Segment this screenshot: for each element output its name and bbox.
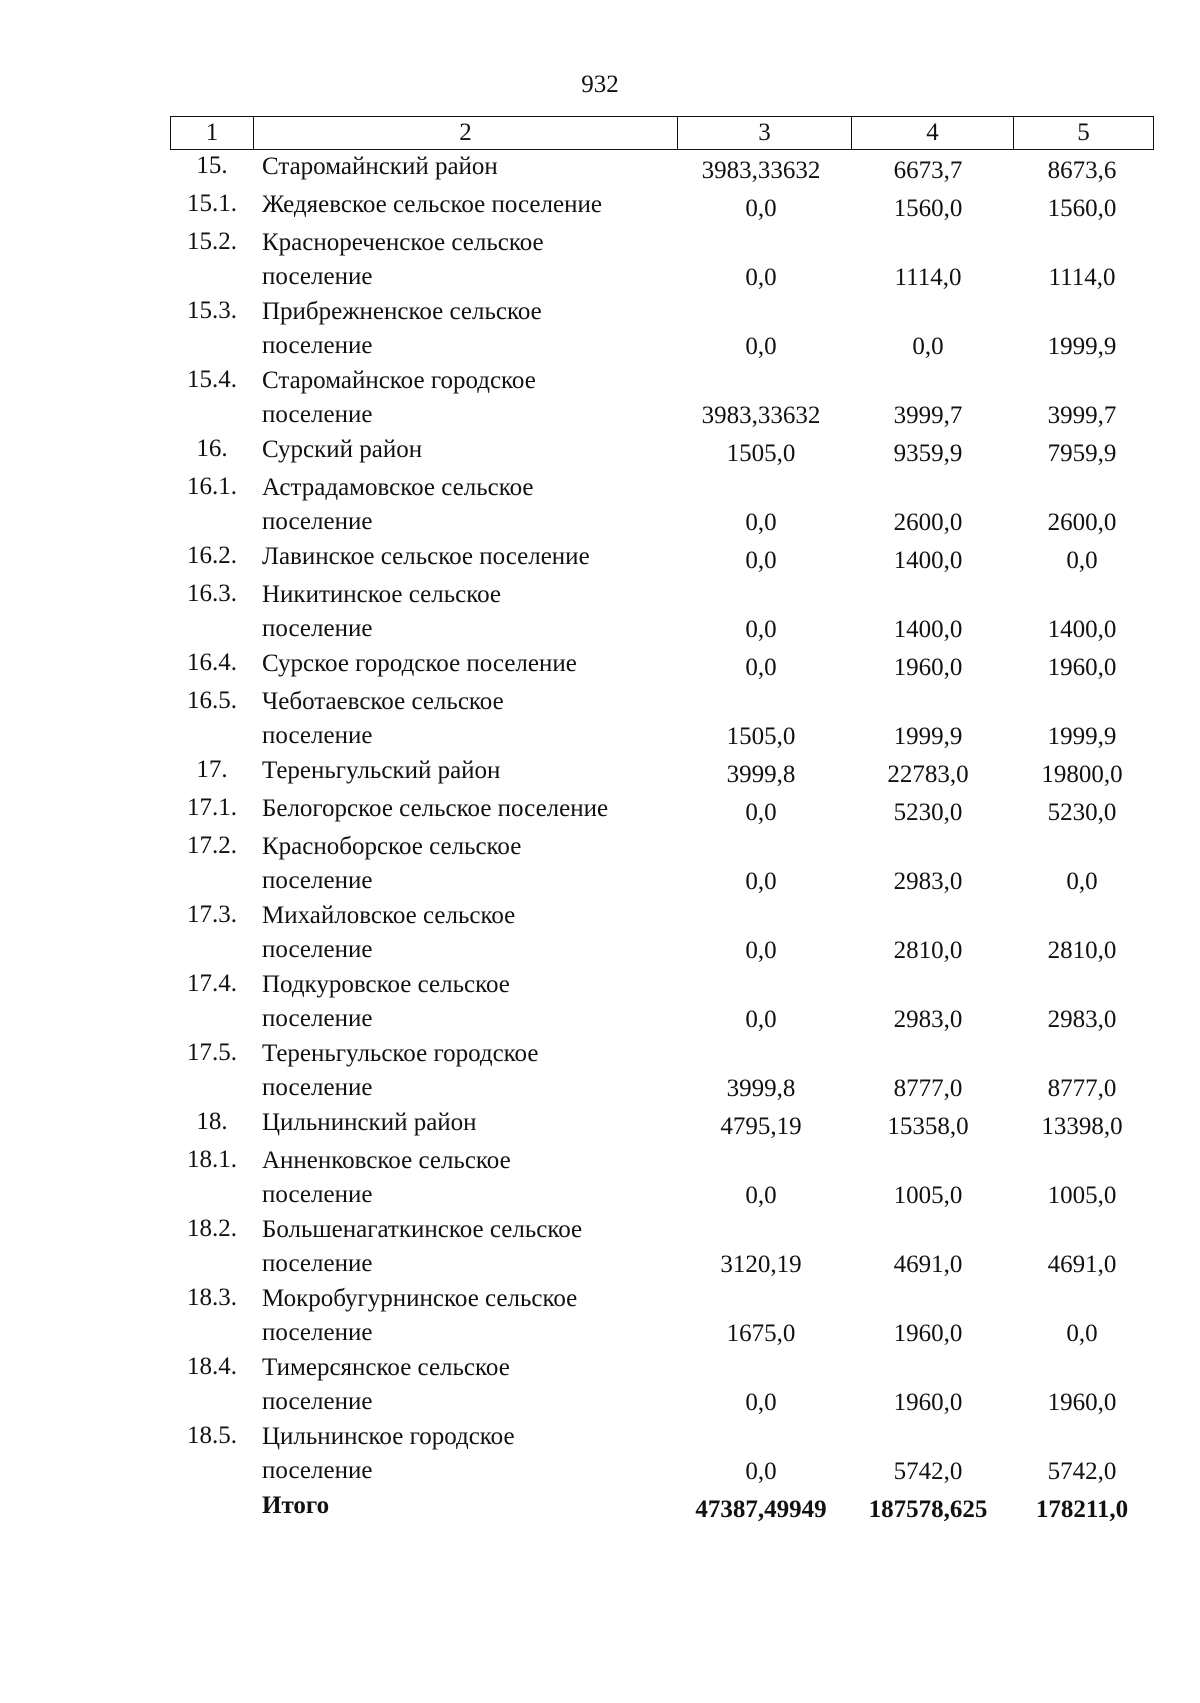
row-value-col-4: 1400,0 <box>893 547 963 574</box>
row-number: 15. <box>196 152 228 179</box>
row-name-line: Астрадамовское сельское <box>262 474 534 501</box>
row-value-col-4: 4691,0 <box>893 1251 963 1278</box>
row-value-col-3: 0,0 <box>745 1006 777 1033</box>
row-name-line: поселение <box>262 1074 373 1101</box>
row-value-col-3: 3999,8 <box>726 1075 796 1102</box>
table-row <box>0 150 1200 188</box>
table-row <box>0 226 1200 295</box>
row-number: 16.3. <box>187 580 237 607</box>
row-value-col-3: 1505,0 <box>726 723 796 750</box>
row-value-col-5: 7959,9 <box>1047 440 1117 467</box>
row-value-col-3: 3983,33632 <box>701 157 821 184</box>
row-name-line: Большенагаткинское сельское <box>262 1216 583 1243</box>
table-row <box>0 471 1200 540</box>
row-name-line: Тереньгульский район <box>262 757 501 784</box>
row-name <box>262 471 672 539</box>
table-row <box>0 754 1200 792</box>
row-value-col-4: 1999,9 <box>893 723 963 750</box>
row-value-col-4: 2810,0 <box>893 937 963 964</box>
row-value-col-4: 8777,0 <box>893 1075 963 1102</box>
row-number: 16. <box>196 435 228 462</box>
row-value-col-4: 1005,0 <box>893 1182 963 1209</box>
row-name-line: поселение <box>262 332 373 359</box>
row-name <box>262 433 672 467</box>
row-value-col-4: 1560,0 <box>893 195 963 222</box>
page-number: 932 <box>581 71 619 98</box>
table-body <box>0 150 1200 1527</box>
row-value-col-4: 2600,0 <box>893 509 963 536</box>
row-value-col-3: 0,0 <box>745 547 777 574</box>
row-value-col-3: 0,0 <box>745 1389 777 1416</box>
row-value-col-5: 2983,0 <box>1047 1006 1117 1033</box>
table-row <box>0 1106 1200 1144</box>
row-value-col-5: 8673,6 <box>1047 157 1117 184</box>
table-row <box>0 540 1200 578</box>
row-value-col-4: 22783,0 <box>887 761 969 788</box>
row-value-col-3: 0,0 <box>745 1182 777 1209</box>
table-row <box>0 830 1200 899</box>
row-value-col-3: 3120,19 <box>720 1251 802 1278</box>
row-number: 17.4. <box>187 970 237 997</box>
row-number: 16.2. <box>187 542 237 569</box>
row-name-line: Старомайнский район <box>262 153 498 180</box>
row-number: 17.1. <box>187 794 237 821</box>
row-value-col-5: 0,0 <box>1066 547 1098 574</box>
table-row <box>0 647 1200 685</box>
row-name-line: Михайловское сельское <box>262 902 516 929</box>
row-value-col-5: 0,0 <box>1066 1320 1098 1347</box>
row-value-col-5: 1114,0 <box>1048 264 1116 291</box>
row-name <box>262 968 672 1036</box>
row-name <box>262 899 672 967</box>
row-number: 15.2. <box>187 228 237 255</box>
row-value-col-4: 6673,7 <box>893 157 963 184</box>
row-name-line: Прибрежненское сельское <box>262 298 542 325</box>
total-value-col-4: 187578,625 <box>868 1496 988 1523</box>
row-value-col-5: 1999,9 <box>1047 333 1117 360</box>
row-name <box>262 1420 672 1488</box>
row-value-col-3: 1505,0 <box>726 440 796 467</box>
table-row <box>0 295 1200 364</box>
row-value-col-3: 3983,33632 <box>701 402 821 429</box>
table-row <box>0 685 1200 754</box>
row-value-col-4: 1960,0 <box>893 654 963 681</box>
row-value-col-5: 5742,0 <box>1047 1458 1117 1485</box>
row-name <box>262 295 672 363</box>
row-value-col-4: 1400,0 <box>893 616 963 643</box>
row-name-line: Сурское городское поселение <box>262 650 577 677</box>
row-name-line: Мокробугурнинское сельское <box>262 1285 578 1312</box>
row-name-line: Краснореченское сельское <box>262 229 544 256</box>
row-name-line: поселение <box>262 508 373 535</box>
row-value-col-5: 1960,0 <box>1047 654 1117 681</box>
row-number: 15.3. <box>187 297 237 324</box>
header-col-3: 3 <box>677 117 851 149</box>
row-value-col-3: 0,0 <box>745 1458 777 1485</box>
row-name-line: Старомайнское городское <box>262 367 536 394</box>
row-name <box>262 1144 672 1212</box>
row-name-line: Сурский район <box>262 436 423 463</box>
table-row <box>0 1282 1200 1351</box>
row-value-col-5: 1400,0 <box>1047 616 1117 643</box>
total-row <box>0 1489 1200 1527</box>
table-row <box>0 364 1200 433</box>
row-value-col-4: 9359,9 <box>893 440 963 467</box>
row-name-line: поселение <box>262 1181 373 1208</box>
row-number: 15.1. <box>187 190 237 217</box>
row-number: 16.4. <box>187 649 237 676</box>
row-value-col-3: 1675,0 <box>726 1320 796 1347</box>
row-number: 18. <box>196 1108 228 1135</box>
row-name-line: поселение <box>262 1250 373 1277</box>
row-number: 18.2. <box>187 1215 237 1242</box>
table-row <box>0 1351 1200 1420</box>
row-value-col-4: 15358,0 <box>887 1113 969 1140</box>
row-value-col-4: 2983,0 <box>893 868 963 895</box>
row-number: 18.1. <box>187 1146 237 1173</box>
row-value-col-5: 0,0 <box>1066 868 1098 895</box>
row-value-col-5: 3999,7 <box>1047 402 1117 429</box>
row-name <box>262 830 672 898</box>
row-name-line: Белогорское сельское поселение <box>262 795 609 822</box>
row-name-line: Тереньгульское городское <box>262 1040 539 1067</box>
total-label: Итого <box>262 1492 330 1519</box>
row-value-col-5: 13398,0 <box>1041 1113 1123 1140</box>
row-name <box>262 1037 672 1105</box>
row-value-col-5: 2810,0 <box>1047 937 1117 964</box>
table-row <box>0 968 1200 1037</box>
row-name-line: поселение <box>262 722 373 749</box>
row-name-line: Красноборское сельское <box>262 833 522 860</box>
row-number: 17.5. <box>187 1039 237 1066</box>
table-row <box>0 1420 1200 1489</box>
row-name-line: Тимерсянское сельское <box>262 1354 510 1381</box>
row-value-col-3: 0,0 <box>745 868 777 895</box>
table-row <box>0 792 1200 830</box>
row-name <box>262 226 672 294</box>
row-name-line: Никитинское сельское <box>262 581 502 608</box>
table-row <box>0 1037 1200 1106</box>
header-col-4: 4 <box>851 117 1013 149</box>
row-name <box>262 150 672 184</box>
row-value-col-4: 0,0 <box>912 333 944 360</box>
row-value-col-3: 0,0 <box>745 799 777 826</box>
row-name-line: Чеботаевское сельское <box>262 688 504 715</box>
row-value-col-3: 0,0 <box>745 333 777 360</box>
row-name-line: Цильнинский район <box>262 1109 477 1136</box>
row-value-col-5: 4691,0 <box>1047 1251 1117 1278</box>
row-number: 15.4. <box>187 366 237 393</box>
row-value-col-3: 3999,8 <box>726 761 796 788</box>
row-value-col-5: 2600,0 <box>1047 509 1117 536</box>
row-name <box>262 1213 672 1281</box>
row-name <box>262 792 672 826</box>
row-value-col-4: 2983,0 <box>893 1006 963 1033</box>
row-value-col-5: 1999,9 <box>1047 723 1117 750</box>
row-value-col-5: 19800,0 <box>1041 761 1123 788</box>
row-name-line: поселение <box>262 1005 373 1032</box>
row-value-col-3: 0,0 <box>745 654 777 681</box>
row-name <box>262 364 672 432</box>
row-number: 18.3. <box>187 1284 237 1311</box>
total-value-col-3: 47387,49949 <box>695 1496 827 1523</box>
header-col-1: 1 <box>205 119 219 146</box>
row-number: 16.5. <box>187 687 237 714</box>
row-value-col-4: 1960,0 <box>893 1320 963 1347</box>
row-name-line: поселение <box>262 1388 373 1415</box>
row-name <box>262 647 672 681</box>
row-name-line: поселение <box>262 1457 373 1484</box>
row-number: 17.2. <box>187 832 237 859</box>
header-col-5: 5 <box>1013 117 1153 149</box>
row-value-col-4: 1114,0 <box>894 264 962 291</box>
total-value-col-5: 178211,0 <box>1035 1496 1129 1523</box>
row-value-col-3: 0,0 <box>745 195 777 222</box>
table-row <box>0 899 1200 968</box>
row-number: 17.3. <box>187 901 237 928</box>
row-number: 16.1. <box>187 473 237 500</box>
table-row <box>0 578 1200 647</box>
row-name-line: Цильнинское городское <box>262 1423 515 1450</box>
table-row <box>0 1213 1200 1282</box>
header-col-2: 2 <box>253 117 677 149</box>
row-number: 18.5. <box>187 1422 237 1449</box>
row-value-col-3: 4795,19 <box>720 1113 802 1140</box>
row-name <box>262 540 672 574</box>
row-value-col-3: 0,0 <box>745 937 777 964</box>
row-value-col-5: 1005,0 <box>1047 1182 1117 1209</box>
row-value-col-4: 3999,7 <box>893 402 963 429</box>
row-name-line: поселение <box>262 936 373 963</box>
row-value-col-3: 0,0 <box>745 264 777 291</box>
row-name <box>262 1351 672 1419</box>
row-name-line: Жедяевское сельское поселение <box>262 191 602 218</box>
row-name-line: Подкуровское сельское <box>262 971 510 998</box>
row-name <box>262 1106 672 1140</box>
row-name-line: поселение <box>262 867 373 894</box>
row-value-col-4: 1960,0 <box>893 1389 963 1416</box>
row-name <box>262 685 672 753</box>
table-row <box>0 188 1200 226</box>
row-name <box>262 578 672 646</box>
row-name-line: поселение <box>262 1319 373 1346</box>
row-name <box>262 188 672 222</box>
row-value-col-5: 8777,0 <box>1047 1075 1117 1102</box>
row-number: 18.4. <box>187 1353 237 1380</box>
table-header <box>170 116 1154 150</box>
row-name-line: поселение <box>262 615 373 642</box>
row-name-line: Лавинское сельское поселение <box>262 543 590 570</box>
row-name-line: Анненковское сельское <box>262 1147 511 1174</box>
row-value-col-3: 0,0 <box>745 616 777 643</box>
row-number: 17. <box>196 756 228 783</box>
table-row <box>0 433 1200 471</box>
row-value-col-5: 1960,0 <box>1047 1389 1117 1416</box>
row-value-col-4: 5742,0 <box>893 1458 963 1485</box>
row-value-col-5: 1560,0 <box>1047 195 1117 222</box>
row-name-line: поселение <box>262 263 373 290</box>
row-value-col-3: 0,0 <box>745 509 777 536</box>
row-name-line: поселение <box>262 401 373 428</box>
table-row <box>0 1144 1200 1213</box>
row-value-col-5: 5230,0 <box>1047 799 1117 826</box>
row-name <box>262 754 672 788</box>
row-name <box>262 1282 672 1350</box>
row-value-col-4: 5230,0 <box>893 799 963 826</box>
